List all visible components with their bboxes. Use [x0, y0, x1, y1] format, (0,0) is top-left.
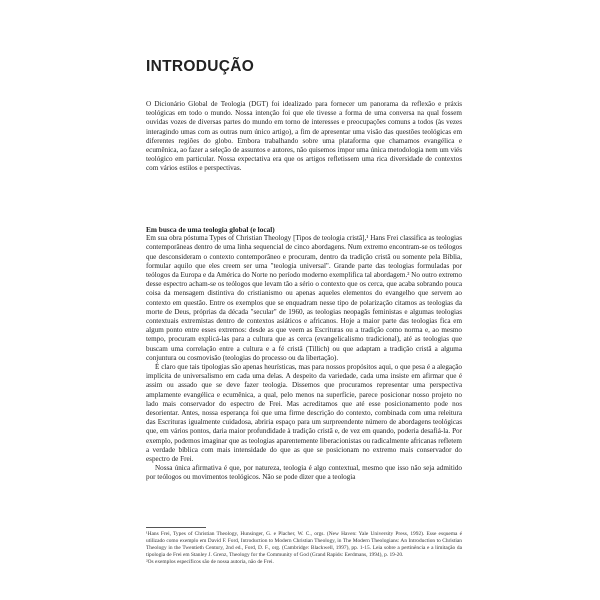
footnote: ¹Hans Frei, Types of Christian Theology, Hunsinger, G. e Placher, W. C., orgs. (New Haven: Yale University Press, 1992). Esse esquema é utilizado como exemplo em David F. Ford, Introduction to Modern Christian Theology, in The Modern Theologians: An Introduction to Christian Theology in the Twentieth Century, 2nd ed., Ford, D. F., org. (Cambridge: Blackwell, 1997), pp. 1-15. Leia sobre a pertinência e a limitação da tipologia de Frei em Stanley J. Grenz, Theology for the Community of God (Grand Rapids: Eerdmans, 1994), p. 19-20. — [146, 531, 462, 558]
body-paragraph: É claro que tais tipologias são apenas heurísticas, mas para nossos propósitos aqui, o que pesa é a alegação implícita de universalismo em cada uma delas. A despeito da variedade, cada uma insiste em afirmar que é assim ou assado que se deve fazer teologia. Dissemos que procuramos representar uma perspectiva amplamente evangélica e ecumênica, a qual, pelo menos na superfície, parece posicionar nosso projeto no lado mais conservador do espectro de Frei. Mas acreditamos que até esse posicionamento pode nos desorientar. Antes, nossa esperança foi que uma firme descrição do contexto, combinada com uma releitura das Escrituras igualmente cuidadosa, abriria espaço para um surpreendente número de abordagens teológicas que, em vários pontos, daria maior profundidade à tradição cristã e, de vez em quando, poderia desafiá-la. Por exemplo, podemos imaginar que as teologias aparentemente liberacionistas ou radicalmente africanas refletem a verdade bíblica com mais intensidade do que as que se posicionam no extremo mais conservador do espectro de Frei. — [146, 363, 462, 464]
intro-paragraph: O Dicionário Global de Teologia (DGT) foi idealizado para fornecer um panorama da reflexão e práxis teológicas em todo o mundo. Nossa intenção foi que ele tivesse a forma de uma conversa na qual fossem ouvidas vozes de diversas partes do mundo em torno de interesses e preocupações comuns a todos (às vezes interagindo umas com as outras num único artigo), a fim de apresentar uma visão das questões teológicas em diferentes regiões do globo. Embora trabalhando sobre uma plataforma que chamamos evangélica e ecumênica, ao fazer a seleção de assuntos e autores, não quisemos impor uma única metodologia nem um viés teológico em particular. Nossa expectativa era que os artigos refletissem uma rica diversidade de contextos com vários estilos e perspectivas. — [146, 100, 462, 173]
footnotes — [146, 531, 462, 566]
body-paragraph: Nossa única afirmativa é que, por natureza, teologia é algo contextual, mesmo que isso não seja admitido por teólogos ou movimentos teológicos. Não se pode dizer que a teologia — [146, 464, 462, 482]
body-paragraph: Em sua obra póstuma Types of Christian Theology [Tipos de teologia cristã],¹ Hans Frei classifica as teologias contemporâneas dentro de uma linha sequencial de cinco abordagens. Num extremo encontram-se os teólogos que desconsideram o contexto contemporâneo e procuram, dentro da tradição cristã ou somente pela Bíblia, formular aquilo que eles creem ser uma "teologia universal". Grande parte das teologias formuladas por teólogos da Europa e da América do Norte no período moderno exemplifica tal abordagem.² No outro extremo desse espectro acham-se os teólogos que levam tão a sério o contexto que os cerca, que acaba sobrando pouca coisa da mensagem distintiva do cristianismo ou apenas aqueles elementos do evangelho que servem ao contexto em questão. Entre os exemplos que se enquadram nesse tipo de polarização citamos as teologias da morte de Deus, próprias da década "secular" de 1960, as teologias neopagãs feministas e algumas teologias contextuais extremistas dentro de contextos asiáticos e africanos. Hoje a maior parte das teologias fica em algum ponto entre esses extremos: desde as que veem as Escrituras ou a tradição como norma e, ao mesmo tempo, procuram explicá-las para a cultura que as cerca (evangelicalismo tradicional), até as teologias que buscam uma correlação entre a cultura e a fé cristã (Tillich) ou que adaptam a tradição cristã a alguma conjuntura ou cosmovisão (teologias do processo ou da libertação). — [146, 234, 462, 362]
section-heading: Em busca de uma teologia global (e local) — [146, 225, 275, 234]
section-block — [146, 225, 462, 483]
footnote: ²Os exemplos específicos são de nossa autoria, não de Frei. — [146, 559, 274, 565]
footnote-divider — [146, 527, 206, 528]
page-title: INTRODUÇÃO — [146, 58, 255, 75]
intro-block — [146, 100, 462, 174]
